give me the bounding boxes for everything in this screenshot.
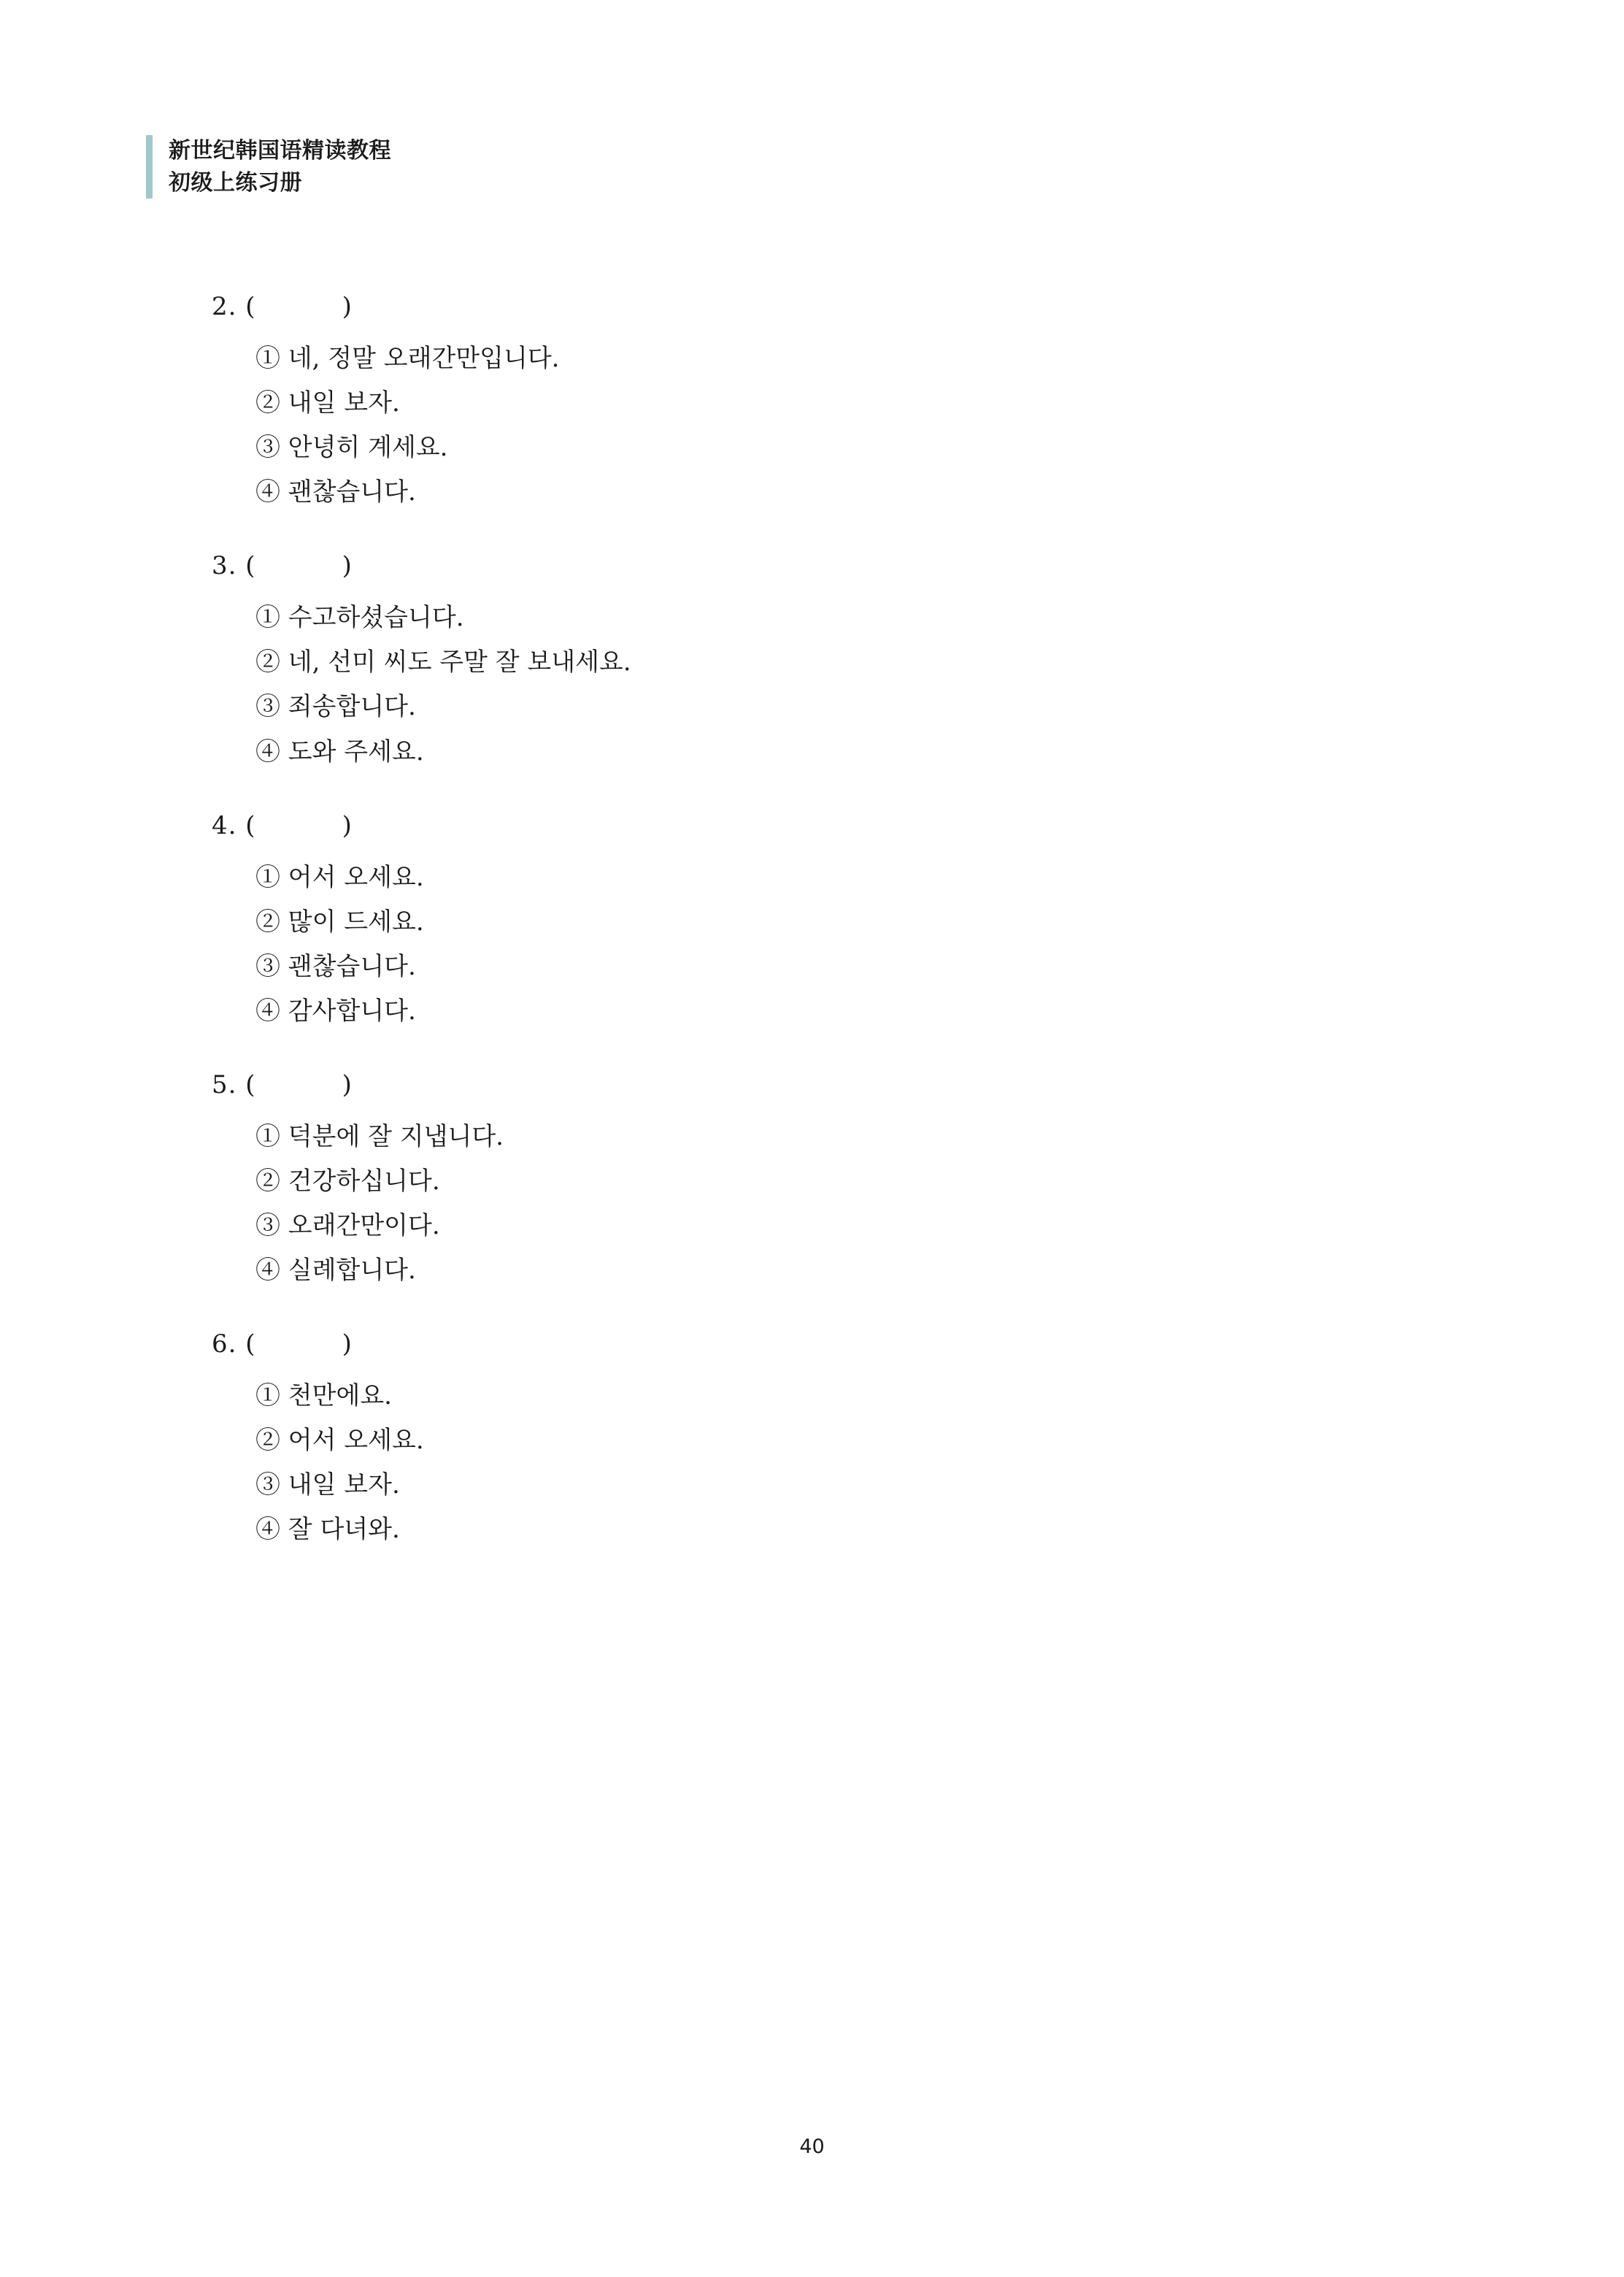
question-number: 5. ( ) (212, 1070, 353, 1099)
choice-list (255, 858, 1452, 1032)
choice-list (255, 1376, 1452, 1550)
choice-item[interactable]: ② 건강하십니다. (255, 1167, 440, 1197)
question-number: 3. ( ) (212, 551, 353, 581)
choice-item[interactable]: ② 내일 보자. (255, 388, 400, 418)
choice-item[interactable]: ① 네, 정말 오래간만입니다. (255, 344, 560, 373)
choice-item[interactable]: ① 덕분에 잘 지냅니다. (255, 1121, 504, 1151)
choice-item[interactable]: ③ 오래간만이다. (255, 1211, 440, 1241)
choice-item[interactable]: ④ 잘 다녀와. (255, 1515, 400, 1545)
choice-item[interactable]: ② 어서 오세요. (255, 1426, 424, 1456)
question-number: 6. ( ) (212, 1329, 353, 1359)
choice-item[interactable]: ④ 실례합니다. (255, 1256, 416, 1286)
question-block (212, 807, 1452, 1032)
header-accent-bar (146, 135, 153, 199)
choice-item[interactable]: ① 수고하셨습니다. (255, 603, 464, 633)
header-title-line-1: 新世纪韩国语精读教程 (169, 138, 391, 164)
choice-item[interactable]: ③ 죄송합니다. (255, 692, 416, 722)
choice-list (255, 1117, 1452, 1291)
header-title-line-2: 初级上练习册 (169, 169, 302, 196)
choice-item[interactable]: ① 천만에요. (255, 1381, 392, 1411)
choice-item[interactable]: ④ 괜찮습니다. (255, 477, 416, 507)
choice-item[interactable]: ① 어서 오세요. (255, 862, 424, 892)
choice-list (255, 339, 1452, 512)
choice-item[interactable]: ④ 감사합니다. (255, 996, 416, 1026)
choice-item[interactable]: ③ 내일 보자. (255, 1470, 400, 1500)
question-block (212, 1067, 1452, 1291)
question-block (212, 288, 1452, 512)
question-number: 2. ( ) (212, 292, 353, 321)
choice-item[interactable]: ② 네, 선미 씨도 주말 잘 보내세요. (255, 648, 631, 677)
question-block (212, 1326, 1452, 1550)
question-block (212, 548, 1452, 772)
choice-item[interactable]: ③ 괜찮습니다. (255, 951, 416, 981)
choice-list (255, 598, 1452, 772)
page-footer (0, 2135, 1624, 2158)
page-header (146, 135, 391, 199)
questions-list (212, 288, 1452, 1586)
header-title-block (169, 135, 391, 199)
page-number: 40 (799, 2135, 825, 2158)
choice-item[interactable]: ④ 도와 주세요. (255, 737, 424, 767)
question-number: 4. ( ) (212, 810, 353, 840)
choice-item[interactable]: ③ 안녕히 계세요. (255, 433, 448, 463)
choice-item[interactable]: ② 많이 드세요. (255, 907, 424, 937)
